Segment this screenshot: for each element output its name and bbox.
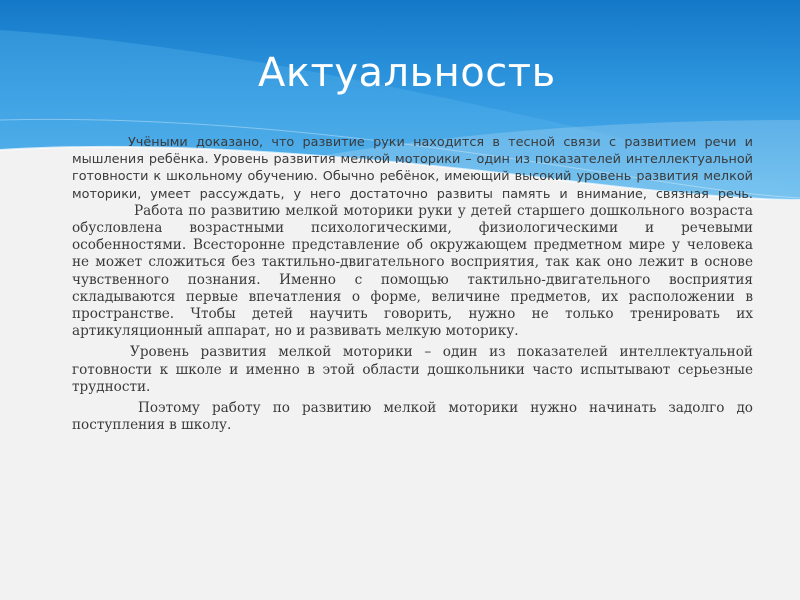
paragraph-text: Уровень развития мелкой моторики – один из показателей интеллектуальной готовности к школе и именно в этой области дошкольники часто испытывают серьезные трудности.: [72, 344, 753, 395]
paragraph: [72, 400, 753, 434]
slide-body: [72, 134, 753, 434]
paragraph-text: Поэтому работу по развитию мелкой моторики нужно начинать задолго до поступления в школу.: [72, 400, 753, 434]
slide-title: Актуальность: [258, 50, 556, 96]
paragraph-text: Работа по развитию мелкой моторики руки у детей старшего дошкольного возраста обусловлена возрастными психологическими, физиологическими и речевыми особенностями. Всесторонне представление об окружающем предметном мире у человека не может сложиться без тактильно-двигательного восприятия, так как оно лежит в основе чувственного познания. Именно с помощью тактильно-двигательного восприятия складываются первые впечатления о форме, величине предметов, их расположении в пространстве. Чтобы детей научить говорить, нужно не только тренировать их артикуляционный аппарат, но и развивать мелкую моторику.: [72, 202, 753, 340]
intro-text: Учёными доказано, что развитие руки находится в тесной связи с развитием речи и мышления ребёнка. Уровень развития мелкой моторики – один из показателей интеллектуальной готовности к школьному обучению. Обычно ребёнок, имеющий высокий уровень развития мелкой моторики, умеет рассуждать, у него достаточно развиты память и внимание, связная речь.: [72, 135, 753, 202]
paragraph: [72, 344, 753, 396]
paragraph-intro: [72, 134, 753, 340]
